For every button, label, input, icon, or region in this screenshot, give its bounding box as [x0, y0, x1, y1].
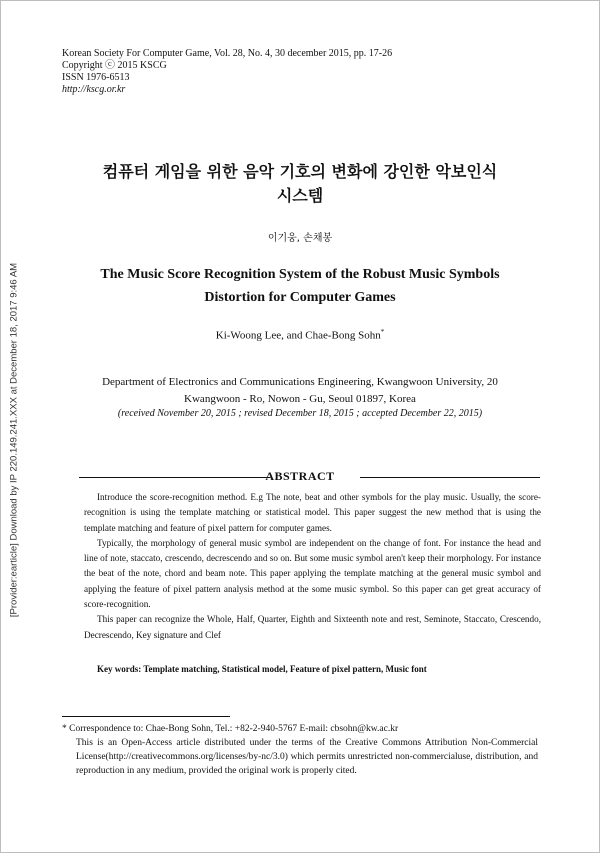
abstract-paragraph-2: Typically, the morphology of general music symbol are independent on the change of font. For instance the head and line of note, staccato, crescendo, decrescendo and so on. But some music symbol aren't keep their morphology. For instance the beat of the note, chord and beam note. This paper applying the template matching at the general music symbol and applying the feature of pixel pattern analysis method at the some music symbol. So this paper can get great accuracy of score-recognition. [84, 537, 541, 610]
english-title [0, 263, 600, 309]
abstract-paragraph-3: This paper can recognize the Whole, Half, Quarter, Eighth and Sixteenth note and rest, Seminote, Staccato, Crescendo, Decrescendo, Key signature and Clef [84, 614, 541, 640]
correspondence-note: * Correspondence to: Chae-Bong Sohn, Tel.: +82-2-940-5767 E-mail: cbsohn@kw.ac.kr [62, 724, 399, 734]
affiliation-line-2: Kwangwoon - Ro, Nowon - Gu, Seoul 01897, Korea [184, 393, 416, 405]
received-dates: (received November 20, 2015 ; revised December 18, 2015 ; accepted December 22, 2015) [117, 408, 483, 419]
download-watermark: [Provider:earticle] Download by IP 220.149.241.XXX at December 18, 2017 9:46 AM [8, 262, 20, 618]
abstract-rule-right [360, 477, 540, 478]
korean-title-line-2: 시스템 [276, 186, 324, 205]
affiliation-line-1: Department of Electronics and Communications Engineering, Kwangwoon University, 20 [102, 376, 498, 388]
journal-header [62, 48, 392, 96]
corresponding-author-mark: * [380, 328, 385, 336]
journal-url-link[interactable]: http://kscg.or.kr [62, 84, 126, 95]
korean-title-line-1: 컴퓨터 게임을 위한 음악 기호의 변화에 강인한 악보인식 [102, 162, 498, 181]
footnote-rule [62, 716, 230, 717]
abstract-heading: ABSTRACT [265, 469, 335, 483]
english-authors-names: Ki-Woong Lee, and Chae-Bong Sohn [215, 329, 381, 342]
korean-authors: 이기웅, 손채봉 [267, 233, 333, 244]
abstract-paragraph-1: Introduce the score-recognition method. E.g The note, beat and other symbols for the play music. Usually, the score-recognition is using the template matching or statistical model. This paper suggest the new method that is using the template matching and feature of pixel pattern for computer games. [84, 492, 541, 533]
journal-citation: Korean Society For Computer Game, Vol. 28, No. 4, 30 december 2015, pp. 17-26 [62, 48, 393, 59]
footnote [62, 722, 538, 778]
copyright-line: Copyright ⓒ 2015 KSCG [62, 60, 167, 71]
english-title-line-1: The Music Score Recognition System of the Robust Music Symbols [100, 267, 500, 282]
affiliation [0, 374, 600, 408]
english-authors [0, 328, 600, 342]
english-title-line-2: Distortion for Computer Games [204, 290, 396, 305]
keywords: Key words: Template matching, Statistical model, Feature of pixel pattern, Music font [97, 664, 427, 674]
license-note: This is an Open-Access article distributed under the terms of the Creative Commons Attribution Non-Commercial License(http://creativecommons.org/licenses/by-nc/3.0) which permits unrestricted non-commercialuse, distribution, and reproduction in any medium, provided the original work is properly cited. [76, 738, 538, 776]
korean-title [0, 160, 600, 208]
issn-line: ISSN 1976-6513 [62, 72, 130, 83]
abstract-body [84, 490, 541, 643]
